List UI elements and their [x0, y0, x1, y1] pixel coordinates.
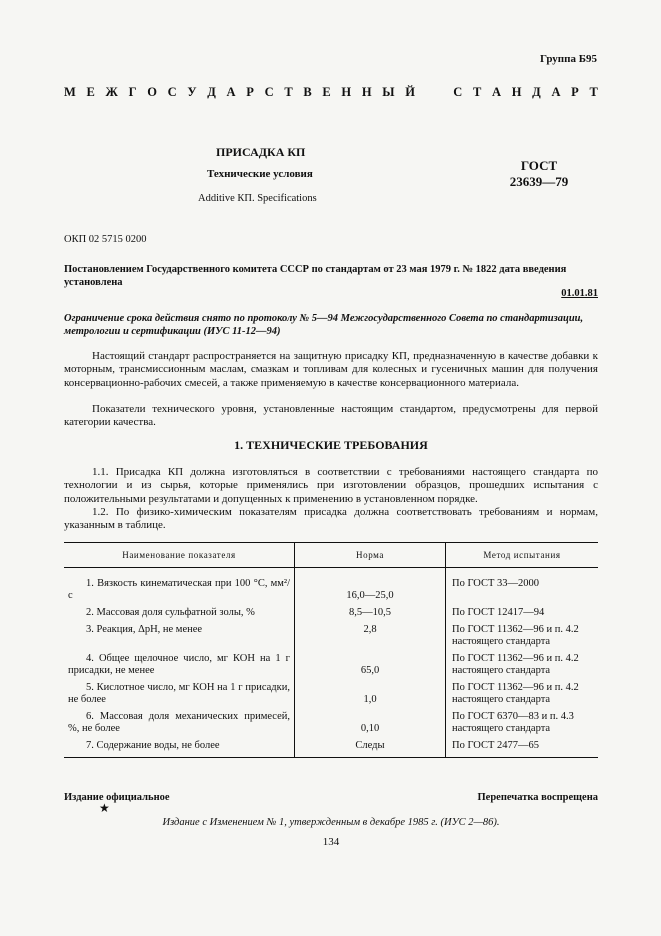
- banner-letter: Н: [511, 85, 522, 99]
- banner-letter: [426, 85, 429, 100]
- page-number: 134: [322, 836, 340, 848]
- banner-letter: Д: [207, 85, 216, 99]
- banner-letter: С: [264, 85, 274, 99]
- banner-letter: Т: [284, 85, 293, 99]
- clause-1-1: 1.1. Присадка КП должна изготовляться в соответствии с требованиями настоящего стандарта по технологии и из сырья, которые применялись при изготовлении образцов, прошедших испытания с положительными результатами и допущенных к применению в установленном порядке.: [64, 466, 598, 505]
- introduction-date: 01.01.81: [561, 288, 598, 299]
- requirements-table: [64, 542, 598, 758]
- banner-letter: А: [551, 85, 561, 99]
- scope-paragraph: Настоящий стандарт распространяется на защитную присадку КП, предназначенную в качестве добавки к моторным, трансмиссионным маслам, смазкам и топливам для колесных и гусеничных машин для получения консервационно-рабочих смесей, а также применяемую в качестве консервационного материала.: [64, 350, 598, 389]
- banner-letter: С: [167, 85, 177, 99]
- limit-note: Ограничение срока действия снято по протоколу № 5—94 Межгосударственного Совета по стандартизации, метрологии и сертификации (ИУС 11-12—94): [64, 313, 584, 337]
- row-name: 4. Общее щелочное число, мг КОН на 1 г присадки, не менее: [68, 653, 290, 676]
- document-subtitle: Технические условия: [207, 168, 313, 180]
- banner-letter: А: [226, 85, 236, 99]
- okp-code: ОКП 02 5715 0200: [64, 234, 147, 245]
- interstate-standard-banner: [64, 85, 598, 100]
- table-row: [64, 740, 598, 758]
- banner-letter: Д: [532, 85, 541, 99]
- decree-text: Постановлением Государственного комитета СССР по стандартам от 23 мая 1979 г. № 1822 дата введения установлена: [64, 264, 567, 288]
- banner-letter: Й: [405, 85, 415, 99]
- row-name: 3. Реакция, ΔpH, не менее: [86, 624, 203, 635]
- banner-letter: В: [303, 85, 312, 99]
- banner-letter: С: [453, 85, 463, 99]
- star-icon: ★: [99, 801, 110, 815]
- quality-paragraph: Показатели технического уровня, установленные настоящим стандартом, предусмотрены для первой категории качества.: [64, 403, 598, 429]
- row-norm: [295, 568, 446, 608]
- group-code: Группа Б95: [540, 53, 597, 65]
- table-row: [64, 624, 598, 653]
- banner-letter: А: [492, 85, 502, 99]
- banner-letter: Н: [361, 85, 372, 99]
- table-row: [64, 682, 598, 711]
- row-method: По ГОСТ 11362—96 и п. 4.2 настоящего стандарта: [446, 653, 599, 682]
- row-norm-value: 65,0: [360, 665, 380, 676]
- header-norm: Норма: [295, 543, 446, 568]
- banner-letter: Н: [341, 85, 352, 99]
- row-norm-value: 1,0: [363, 694, 377, 705]
- row-norm: 2,8: [295, 624, 446, 653]
- row-method: По ГОСТ 33—2000: [446, 568, 599, 608]
- row-name: 2. Массовая доля сульфатной золы, %: [86, 607, 255, 618]
- document-title: ПРИСАДКА КП: [216, 145, 306, 159]
- row-method: По ГОСТ 11362—96 и п. 4.2 настоящего стандарта: [446, 624, 599, 653]
- english-title: Additive КП. Specifications: [198, 193, 317, 204]
- clause-1-2: 1.2. По физико-химическим показателям присадка должна соответствовать требованиям и нормам, указанным в таблице.: [64, 506, 598, 532]
- gost-label: ГОСТ: [520, 158, 558, 173]
- banner-letter: У: [187, 85, 197, 99]
- official-edition: Издание официальное: [64, 792, 170, 803]
- row-method: По ГОСТ 6370—83 и п. 4.3 настоящего стандарта: [446, 711, 599, 740]
- row-name: 1. Вязкость кинематическая при 100 °С, мм²/с: [68, 578, 290, 601]
- row-method: По ГОСТ 2477—65: [446, 740, 599, 758]
- row-norm: [295, 653, 446, 682]
- row-method: По ГОСТ 11362—96 и п. 4.2 настоящего стандарта: [446, 682, 599, 711]
- header-method: Метод испытания: [446, 543, 599, 568]
- row-name: 5. Кислотное число, мг КОН на 1 г присадки, не более: [68, 682, 290, 705]
- section-heading: 1. ТЕХНИЧЕСКИЕ ТРЕБОВАНИЯ: [234, 438, 428, 452]
- row-name: 6. Массовая доля механических примесей, %, не более: [68, 711, 290, 734]
- banner-letter: Е: [86, 85, 95, 99]
- table-header-row: [64, 543, 598, 568]
- table-row: [64, 653, 598, 682]
- table-row: [64, 711, 598, 740]
- row-norm-value: 16,0—25,0: [346, 590, 394, 601]
- banner-letter: [439, 85, 442, 100]
- banner-letter: Т: [589, 85, 598, 99]
- row-name: 7. Содержание воды, не более: [64, 740, 295, 758]
- row-norm-value: 0,10: [360, 723, 380, 734]
- banner-letter: Е: [322, 85, 331, 99]
- header-indicator: Наименование показателя: [64, 543, 295, 568]
- row-norm: Следы: [295, 740, 446, 758]
- edition-note: Издание с Изменением № 1, утвержденным в декабре 1985 г. (ИУС 2—86).: [162, 817, 500, 828]
- banner-letter: Р: [571, 85, 579, 99]
- table-row: [64, 568, 598, 608]
- row-method: По ГОСТ 12417—94: [446, 607, 599, 624]
- table-row: [64, 607, 598, 624]
- banner-letter: О: [147, 85, 157, 99]
- reprint-prohibited: Перепечатка воспрещена: [477, 792, 598, 803]
- banner-letter: Ы: [382, 85, 395, 99]
- banner-letter: Г: [128, 85, 137, 99]
- banner-letter: Р: [246, 85, 254, 99]
- row-norm: [295, 711, 446, 740]
- banner-letter: Ж: [105, 85, 118, 99]
- banner-letter: М: [64, 85, 76, 99]
- banner-letter: Т: [472, 85, 482, 99]
- row-norm: 8,5—10,5: [295, 607, 446, 624]
- gost-number: 23639—79: [509, 174, 569, 189]
- gost-designation: [509, 158, 569, 190]
- row-norm: [295, 682, 446, 711]
